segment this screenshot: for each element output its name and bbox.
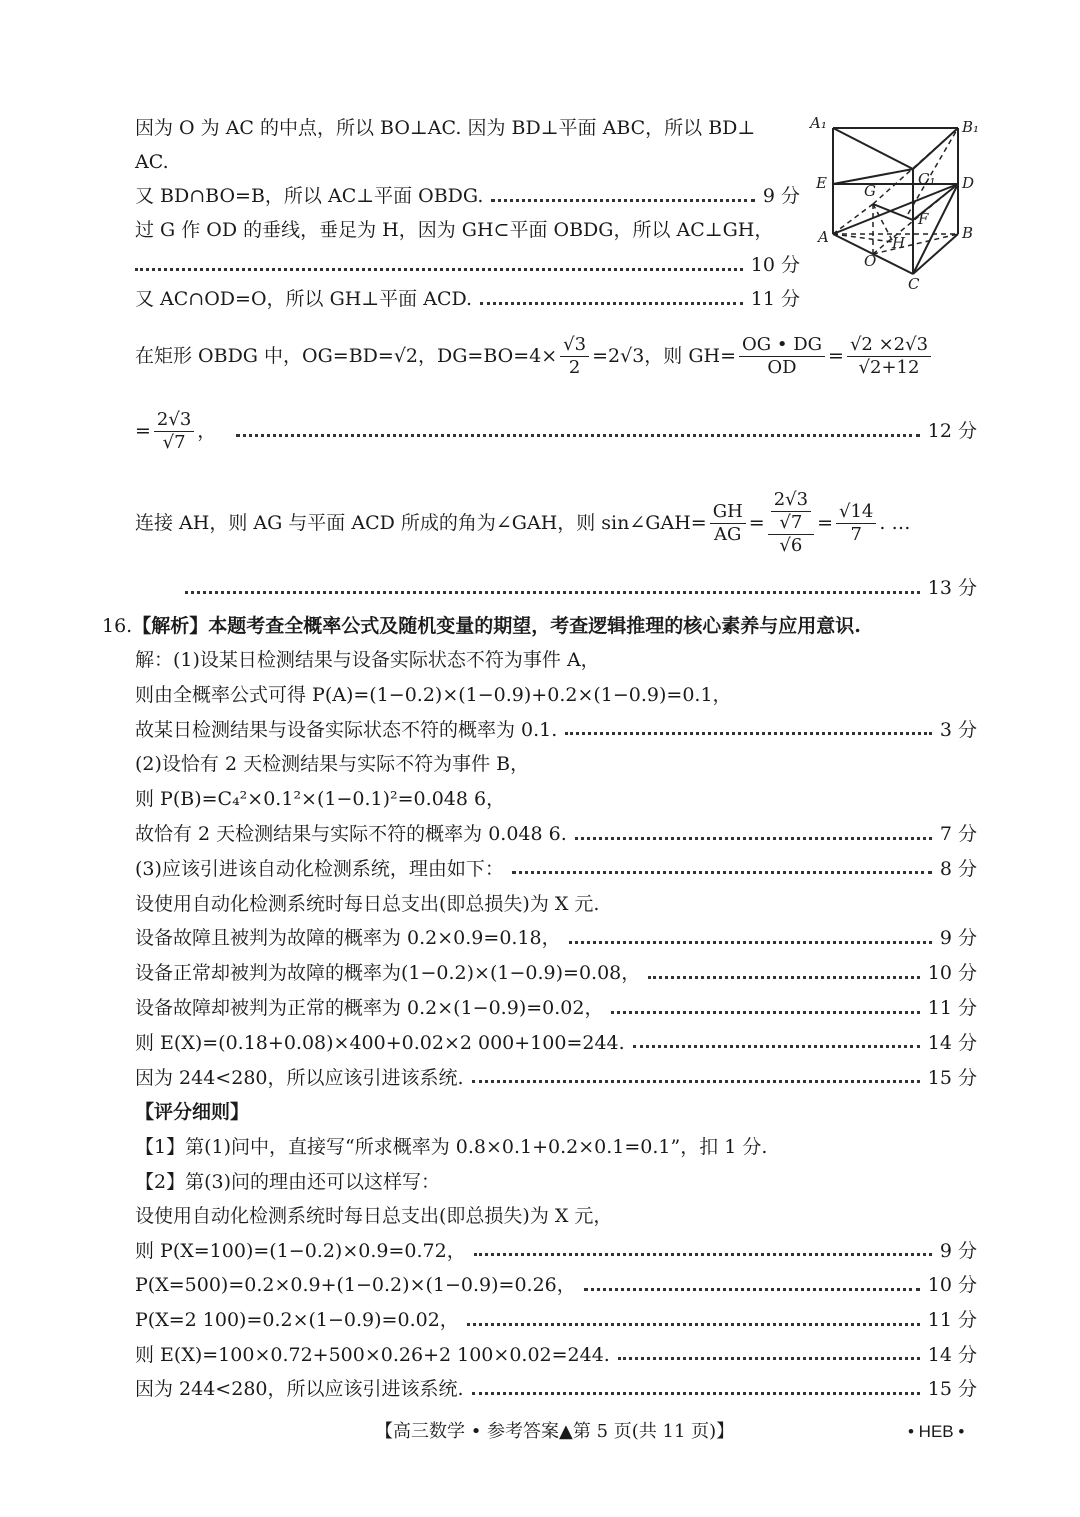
leader-dots (611, 1011, 919, 1014)
leader-dots (491, 199, 754, 202)
q16-line: 设备故障且被判为故障的概率为 0.2×0.9=0.18， 9 分 (135, 924, 977, 952)
label-G: G (864, 182, 876, 200)
leader-dots (472, 1080, 920, 1083)
score: 11 分 (927, 997, 977, 1019)
score: 9 分 (762, 185, 800, 207)
fraction: $\frac{GH}{AG}$ (710, 501, 746, 546)
rubric-line: 设使用自动化检测系统时每日总支出(即总损失)为 X 元， (135, 1205, 613, 1228)
score: 12 分 (927, 420, 977, 442)
rubric-line: P(X=500)=0.2×0.9+(1−0.2)×(1−0.9)=0.26， 10 分 (135, 1271, 977, 1299)
score: 15 分 (927, 1066, 977, 1089)
q16-line: 设备故障却被判为正常的概率为 0.2×(1−0.9)=0.02， 11 分 (135, 994, 977, 1022)
label-B: B (962, 224, 974, 242)
footer-page-info: 【高三数学 • 参考答案▲第 5 页(共 11 页)】 (375, 1421, 735, 1442)
fraction: $\frac{OG • DG}{OD}$ (739, 334, 825, 379)
q15-line-5 (135, 251, 800, 279)
q15-line-7: 在矩形 OBDG 中，OG=BD=√2，DG=BO=4× $\frac{√3}{2}$ =2√3，则 GH= $\frac{OG • DG}{OD}$ = $\frac{√2 \times 2√3}{√2+12}$ (135, 328, 977, 384)
question-number: 16. (102, 615, 133, 637)
q16-line: (3)应该引进该自动化检测系统，理由如下： 8 分 (135, 855, 977, 883)
q15-line-6: 又 AC∩OD=O，所以 GH⊥平面 ACD. 11 分 (135, 285, 800, 313)
label-C: C (908, 275, 920, 293)
leader-dots (584, 1288, 920, 1291)
fraction: $\frac{√2 \times 2√3}{√2+12}$ (847, 334, 931, 379)
q15-line-8: = $\frac{2√3}{√7}$ ， 12 分 (135, 408, 977, 453)
q16-analysis-header: 【解析】本题考查全概率公式及随机变量的期望，考查逻辑推理的核心素养与应用意识. (132, 615, 861, 637)
score: 9 分 (939, 927, 977, 950)
rubric-line: 因为 244<280，所以应该引进该系统. 15 分 (135, 1375, 977, 1403)
rubric-line: 则 E(X)=100×0.72+500×0.26+2 100×0.02=244. 14 分 (135, 1341, 977, 1369)
leader-dots (480, 302, 743, 305)
leader-dots (648, 976, 920, 979)
score: 10 分 (927, 1274, 977, 1297)
q16-line: (2)设恰有 2 天检测结果与实际不符为事件 B， (135, 753, 530, 776)
q16-line: 故恰有 2 天检测结果与实际不符的概率为 0.048 6. 7 分 (135, 820, 977, 848)
q15-line-9: 连接 AH，则 AG 与平面 ACD 所成的角为∠GAH，则 sin∠GAH= $\frac{GH}{AG}$ = $\frac{\frac{2√3}{√7}}{√6}$ = $\frac{√14}{7}$ . … (135, 489, 911, 556)
fraction: $\frac{2√3}{√7}$ (154, 409, 194, 454)
leader-dots (569, 941, 932, 944)
leader-dots (575, 837, 932, 840)
q16-line: 则 E(X)=(0.18+0.08)×400+0.02×2 000+100=244. 14 分 (135, 1029, 977, 1057)
label-A1: A₁ (810, 114, 827, 132)
leader-dots (472, 1392, 920, 1395)
leader-dots (236, 434, 919, 437)
label-E: E (816, 174, 827, 192)
score: 3 分 (939, 718, 977, 741)
q16-line: 设使用自动化检测系统时每日总支出(即总损失)为 X 元. (135, 892, 600, 915)
leader-dots (618, 1357, 920, 1360)
score: 13 分 (927, 577, 977, 599)
prism-figure (808, 112, 988, 294)
q15-line-1: 因为 O 为 AC 的中点，所以 BO⊥AC. 因为 BD⊥平面 ABC，所以 BD⊥ (135, 117, 756, 139)
leader-dots (467, 1323, 920, 1326)
q16-header (102, 612, 982, 640)
leader-dots (474, 1253, 932, 1256)
score: 11 分 (750, 288, 800, 310)
label-C1: C₁ (918, 170, 936, 188)
score: 8 分 (939, 857, 977, 880)
score: 14 分 (927, 1031, 977, 1054)
label-B1: B₁ (962, 118, 980, 136)
q15-line-4: 过 G 作 OD 的垂线，垂足为 H，因为 GH⊂平面 OBDG，所以 AC⊥GH， (135, 219, 774, 241)
label-A: A (818, 228, 829, 246)
fraction: $\frac{2√3}{√7}$ (771, 489, 811, 534)
leader-dots (633, 1045, 920, 1048)
label-O: O (864, 252, 877, 270)
rubric-line: 【1】第(1)问中，直接写“所求概率为 0.8×0.1+0.2×0.1=0.1”，扣 1 分. (135, 1136, 768, 1158)
score: 14 分 (927, 1343, 977, 1366)
label-F: F (918, 210, 929, 228)
rubric-line: 【2】第(3)问的理由还可以这样写： (135, 1170, 441, 1193)
fraction: $\frac{√14}{7}$ (836, 501, 876, 546)
q15-line-3: 又 BD∩BO=B，所以 AC⊥平面 OBDG. 9 分 (135, 182, 800, 210)
score: 11 分 (927, 1309, 977, 1331)
q15-line-2: AC. (135, 151, 169, 173)
score: 15 分 (927, 1378, 977, 1401)
score: 10 分 (750, 254, 800, 276)
q16-line: 则由全概率公式可得 P(A)=(1−0.2)×(1−0.9)+0.2×(1−0.9)=0.1， (135, 683, 732, 706)
label-H: H (892, 234, 906, 252)
q16-line: 设备正常却被判为故障的概率为(1−0.2)×(1−0.9)=0.08， 10 分 (135, 959, 977, 987)
q16-line: 故某日检测结果与设备实际状态不符的概率为 0.1. 3 分 (135, 716, 977, 744)
q16-line: 解：(1)设某日检测结果与设备实际状态不符为事件 A， (135, 649, 600, 671)
rubric-title: 【评分细则】 (135, 1101, 250, 1123)
rubric-line: P(X=2 100)=0.2×(1−0.9)=0.02， 11 分 (135, 1306, 977, 1334)
q15-line-10 (135, 574, 977, 602)
leader-dots (135, 268, 743, 271)
score: 10 分 (927, 962, 977, 985)
leader-dots (512, 871, 932, 874)
q16-line: 则 P(B)=C₄²×0.1²×(1−0.1)²=0.048 6， (135, 788, 506, 811)
score: 9 分 (939, 1239, 977, 1262)
rubric-line: 则 P(X=100)=(1−0.2)×0.9=0.72， 9 分 (135, 1237, 977, 1265)
compound-fraction: $\frac{\frac{2√3}{√7}}{√6}$ (768, 489, 814, 557)
leader-dots (565, 732, 932, 735)
fraction: $\frac{√3}{2}$ (560, 334, 589, 379)
page-footer (0, 1418, 1080, 1446)
score: 7 分 (939, 823, 977, 845)
label-D: D (962, 174, 975, 192)
q16-line: 因为 244<280，所以应该引进该系统. 15 分 (135, 1064, 977, 1092)
leader-dots (185, 591, 920, 594)
footer-code: • HEB • (908, 1422, 965, 1441)
